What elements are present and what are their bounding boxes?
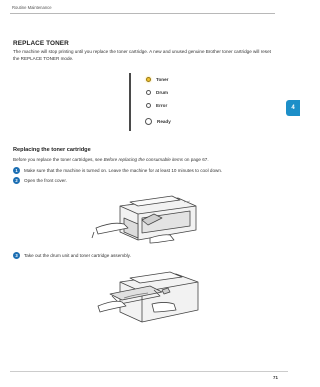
led-label-toner: Toner (156, 77, 169, 82)
led-row-drum (146, 90, 168, 95)
page-number: 71 (273, 375, 278, 380)
error-led-icon (146, 103, 151, 108)
led-label-ready: Ready (157, 119, 171, 124)
front-cover-illustration (90, 188, 210, 246)
toner-led-icon (146, 77, 151, 82)
section-paragraph: The machine will stop printing until you replace the toner cartridge. A new and unused genuine Brother toner cartridge will reset the REPLACE TONER mode. (13, 49, 271, 61)
step-number-badge: 2 (13, 177, 20, 184)
led-row-error (146, 103, 167, 108)
step-text: Take out the drum unit and toner cartridge assembly. (24, 253, 131, 258)
drum-removal-illustration (90, 266, 210, 332)
step-text: Open the front cover. (24, 178, 67, 183)
footer-divider (10, 371, 288, 372)
running-header: Routine Maintenance (12, 5, 52, 10)
control-panel-edge (129, 73, 131, 131)
intro-text: Before you replace the toner cartridges, see (13, 157, 104, 162)
step-3 (13, 252, 275, 259)
drum-led-icon (146, 90, 151, 95)
procedure-intro (13, 157, 275, 164)
step-1 (13, 167, 275, 174)
led-label-error: Error (156, 103, 168, 108)
section-title: REPLACE TONER (13, 40, 69, 47)
header-divider (10, 13, 275, 14)
led-label-drum: Drum (156, 90, 168, 95)
step-number-badge: 3 (13, 252, 20, 259)
intro-page-ref: on page 67. (183, 157, 209, 162)
chapter-tab: 4 (286, 100, 300, 116)
step-2 (13, 177, 275, 184)
led-row-ready (145, 118, 171, 125)
procedure-title: Replacing the toner cartridge (13, 147, 91, 153)
step-number-badge: 1 (13, 167, 20, 174)
intro-reference: Before replacing the consumable items (103, 157, 184, 162)
step-text: Make sure that the machine is turned on. Leave the machine for at least 10 minutes to cool down. (24, 168, 223, 173)
ready-button-icon (145, 118, 152, 125)
led-row-toner (146, 77, 168, 82)
